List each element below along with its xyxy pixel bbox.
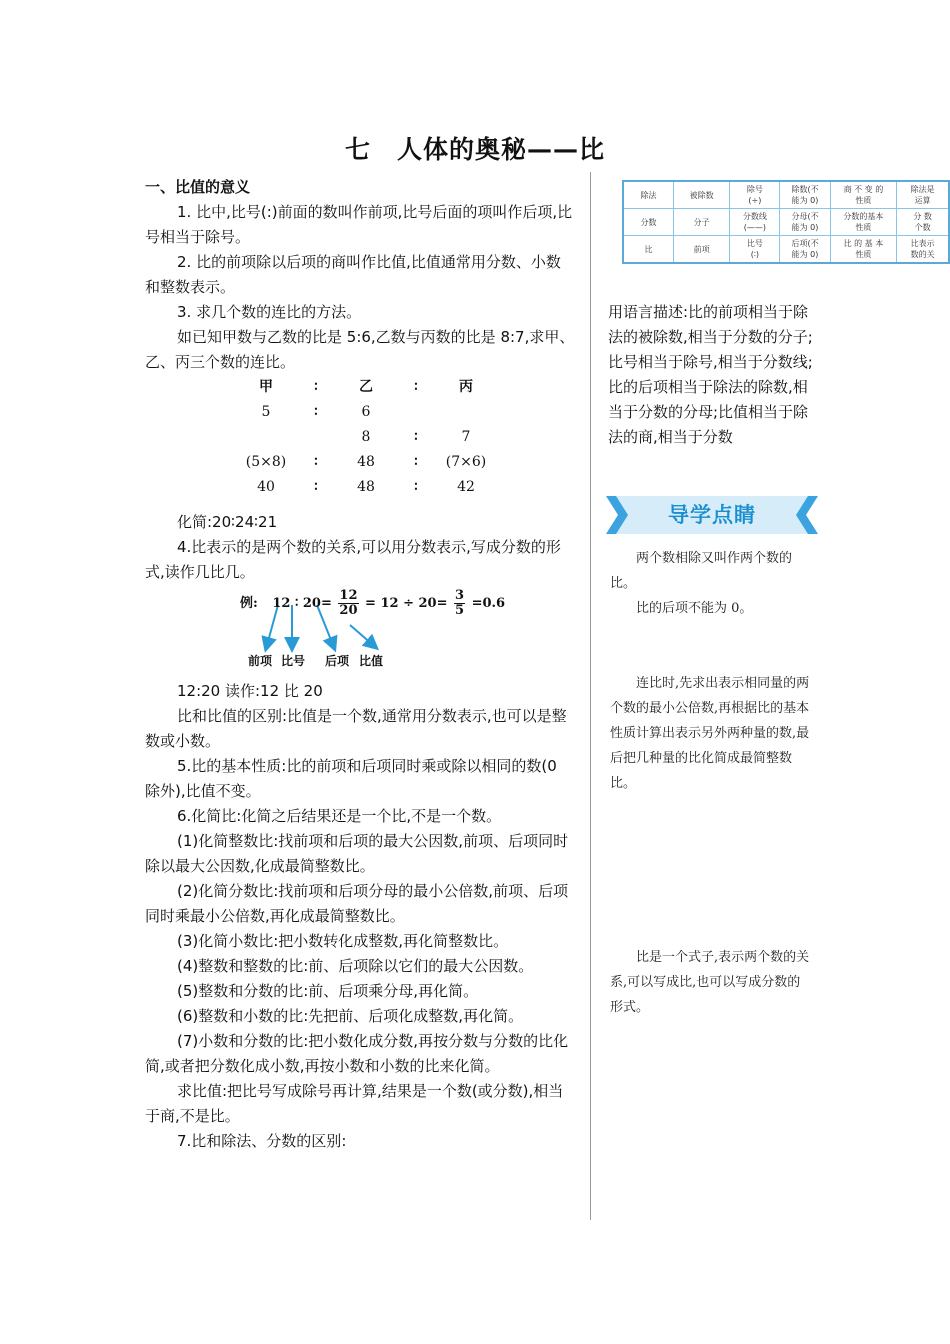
comparison-table <box>622 180 950 264</box>
ratio-row <box>240 475 492 500</box>
table-cell: 除号 (÷) <box>730 181 780 209</box>
table-cell: 分母(不 能为 0) <box>780 209 830 236</box>
paragraph: (2)化简分数比:找前项和后项分母的最小公倍数,前项、后项同时乘最小公倍数,再化成最简整数比。 <box>145 882 569 925</box>
ratio-row <box>240 450 492 475</box>
paragraph: 3. 求几个数的连比的方法。 <box>177 303 362 321</box>
label-ratio-value: 比值 <box>359 654 384 668</box>
table-cell: 除法是 运算 <box>897 181 949 209</box>
table-cell: 除法 <box>623 181 673 209</box>
paragraph: 化简:20∶24∶21 <box>177 513 278 531</box>
paragraph: (3)化简小数比:把小数转化成整数,再化简整数比。 <box>177 932 509 950</box>
label-back-term: 后项 <box>325 654 350 668</box>
paragraph: (7)小数和分数的比:把小数化成分数,再按分数与分数的比化简,或者把分数化成小数,再按小数和小数的比来化简。 <box>145 1032 569 1075</box>
ratio-row <box>240 400 492 425</box>
paragraph: (4)整数和整数的比:前、后项除以它们的最大公因数。 <box>177 957 534 975</box>
denominator: 5 <box>455 603 465 618</box>
ratio-cell: (7×6) <box>445 454 487 470</box>
paragraph: 2. 比的前项除以后项的商叫作比值,比值通常用分数、小数和整数表示。 <box>145 253 561 296</box>
label-ratio-sign: 比号 <box>281 654 306 668</box>
paragraph: 如已知甲数与乙数的比是 5:6,乙数与丙数的比是 8:7,求甲、乙、丙三个数的连比。 <box>145 328 575 371</box>
ratio-cell: 40 <box>257 479 275 495</box>
table-cell: 比 的 基 本 性质 <box>830 236 897 264</box>
paragraph: 7.比和除法、分数的区别: <box>177 1132 347 1150</box>
table-cell: 比 <box>623 236 673 264</box>
note-text: 两个数相除又叫作两个数的比。 <box>610 551 793 591</box>
table-cell: 比表示 数的关 <box>897 236 949 264</box>
numerator: 3 <box>455 588 465 603</box>
ratio-cell: 48 <box>357 479 375 495</box>
note-ratio-definition <box>610 546 810 621</box>
ratio-colon: ∶ <box>314 404 318 420</box>
table-cell: 除数(不 能为 0) <box>780 181 830 209</box>
ratio-example-figure <box>145 587 575 675</box>
arrow-ratio-value <box>350 625 373 645</box>
table-cell: 被除数 <box>673 181 729 209</box>
note-continued-ratio <box>610 671 810 796</box>
table-cell: 分数的基本 性质 <box>830 209 897 236</box>
example-back: 20= <box>302 596 332 611</box>
paragraph: 5.比的基本性质:比的前项和后项同时乘或除以相同的数(0 除外),比值不变。 <box>145 757 557 800</box>
note-text: 比是一个式子,表示两个数的关系,可以写成比,也可以写成分数的形式。 <box>610 950 810 1015</box>
column-divider <box>590 172 591 1220</box>
label-front-term: 前项 <box>248 654 273 668</box>
paragraph: (6)整数和小数的比:先把前、后项化成整数,再化简。 <box>177 1007 524 1025</box>
ratio-cell: 48 <box>357 454 375 470</box>
ratio-cell: 6 <box>361 404 371 420</box>
ratio-cell <box>240 425 292 450</box>
table-cell: 分数线 (——) <box>730 209 780 236</box>
ratio-row <box>240 375 492 400</box>
ratio-cell: 乙 <box>359 379 373 395</box>
ratio-colon: ∶ <box>414 429 418 445</box>
table-cell: 分子 <box>673 209 729 236</box>
ratio-colon: ∶ <box>414 454 418 470</box>
continued-ratio-table <box>240 375 492 500</box>
example-prefix: 例: <box>240 596 258 611</box>
paragraph: (5)整数和分数的比:前、后项乘分母,再化简。 <box>177 982 479 1000</box>
numerator: 12 <box>339 588 358 603</box>
ratio-colon: ∶ <box>414 379 418 395</box>
paragraph: 12:20 读作:12 比 20 <box>177 682 323 700</box>
paragraph: 用语言描述:比的前项相当于除法的被除数,相当于分数的分子;比号相当于除号,相当于分数线;比的后项相当于除法的除数,相当于分数的分母;比值相当于除法的商,相当于分数 <box>608 303 813 446</box>
example-result: =0.6 <box>471 596 506 611</box>
ratio-colon: ∶ <box>414 479 418 495</box>
ratio-cell: 丙 <box>459 379 473 395</box>
fraction <box>338 589 358 618</box>
table-row <box>623 209 949 236</box>
main-content <box>145 175 575 1154</box>
table-cell: 后项(不 能为 0) <box>780 236 830 264</box>
table-row <box>623 236 949 264</box>
ratio-cell: 42 <box>457 479 475 495</box>
denominator: 20 <box>339 603 358 618</box>
ratio-cell: 5 <box>261 404 271 420</box>
table-cell: 商 不 变 的 性质 <box>830 181 897 209</box>
ratio-cell: 8 <box>361 429 371 445</box>
ratio-colon: ∶ <box>314 479 318 495</box>
note-ratio-expression <box>610 945 810 1020</box>
note-text: 比的后项不能为 0。 <box>636 601 753 616</box>
paragraph: 4.比表示的是两个数的关系,可以用分数表示,写成分数的形式,读作几比几。 <box>145 538 561 581</box>
paragraph: 6.化简比:化简之后结果还是一个比,不是一个数。 <box>177 807 502 825</box>
table-cell: 分数 <box>623 209 673 236</box>
comparison-description <box>608 300 813 450</box>
ratio-colon: ∶ <box>314 454 318 470</box>
ratio-cell: 7 <box>461 429 471 445</box>
guide-banner <box>606 496 818 534</box>
paragraph: 比和比值的区别:比值是一个数,通常用分数表示,也可以是整数或小数。 <box>145 707 567 750</box>
ratio-cell: 甲 <box>259 379 273 395</box>
note-text: 连比时,先求出表示相同量的两个数的最小公倍数,再根据比的基本性质计算出表示另外两种量的数,最后把几种量的比化简成最简整数比。 <box>610 676 810 791</box>
ratio-cell: (5×8) <box>245 454 287 470</box>
ratio-row <box>240 425 492 450</box>
table-row <box>623 181 949 209</box>
example-equation <box>240 589 505 618</box>
example-division: = 12 ÷ 20= <box>365 596 448 611</box>
example-front: 12 <box>272 596 291 611</box>
example-colon: ∶ <box>294 596 299 611</box>
paragraph: 1. 比中,比号(:)前面的数叫作前项,比号后面的项叫作后项,比号相当于除号。 <box>145 203 573 246</box>
comparison-table-wrapper <box>622 180 950 266</box>
table-cell: 分 数 个数 <box>897 209 949 236</box>
paragraph: 求比值:把比号写成除号再计算,结果是一个数(或分数),相当于商,不是比。 <box>145 1082 564 1125</box>
ratio-cell <box>440 400 492 425</box>
page-title: 七 人体的奥秘——比 <box>344 135 605 164</box>
banner-title: 导学点睛 <box>668 503 756 527</box>
table-cell: 比号 (∶) <box>730 236 780 264</box>
paragraph: (1)化简整数比:找前项和后项的最大公因数,前项、后项同时除以最大公因数,化成最简整数比。 <box>145 832 569 875</box>
fraction <box>454 589 465 618</box>
ratio-colon: ∶ <box>314 379 318 395</box>
section-heading: 一、比值的意义 <box>145 178 251 196</box>
table-cell: 前项 <box>673 236 729 264</box>
